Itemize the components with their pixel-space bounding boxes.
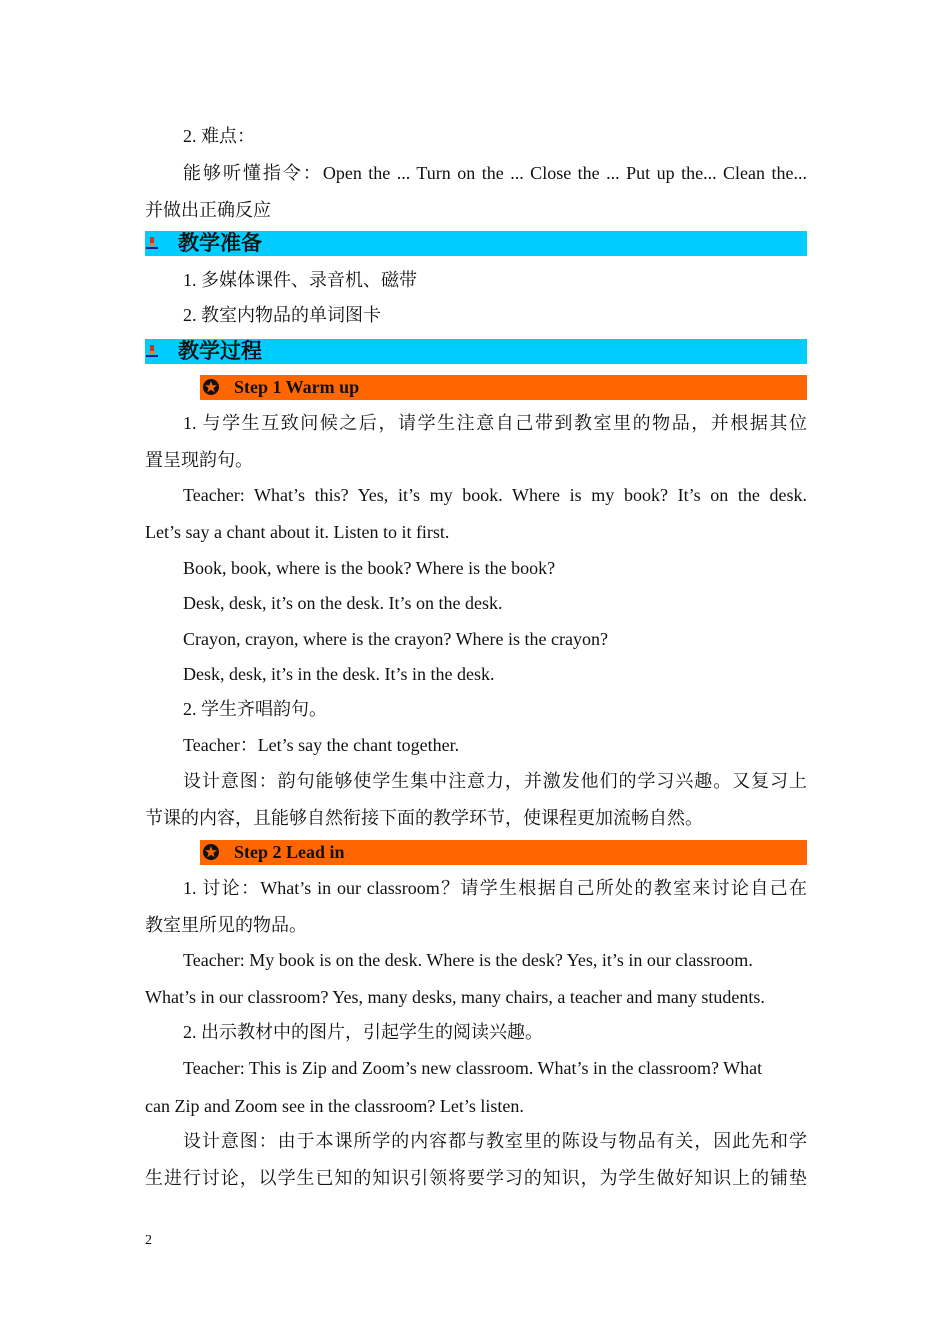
difficulty-heading: 2. 难点： [183,126,255,146]
section-title-preparation: 教学准备 [178,231,262,255]
section-bar-process [145,339,807,364]
prep-item-2: 2. 教室内物品的单词图卡 [183,305,381,325]
step1-design-line1: 设计意图：韵句能够使学生集中注意力，并激发他们的学习兴趣。又复习上 [183,771,807,791]
section-title-process: 教学过程 [178,339,262,363]
step2-item1-line1: 1. 讨论：What’s in our classroom？请学生根据自己所处的教室来讨论自己在 [183,878,807,898]
step-bar-lead-in [200,840,807,865]
step-bar-warm-up [200,375,807,400]
step2-item2: 2. 出示教材中的图片，引起学生的阅读兴趣。 [183,1022,543,1042]
step-label-warm-up: Step 1 Warm up [234,377,360,397]
step1-design-line2: 节课的内容，且能够自然衔接下面的教学环节，使课程更加流畅自然。 [145,808,703,828]
prep-item-1: 1. 多媒体课件、录音机、磁带 [183,270,417,290]
step1-teacher-line1: Teacher: What’s this? Yes, it’s my book. Where is my book? It’s on the desk. [183,485,807,505]
step1-item2: 2. 学生齐唱韵句。 [183,699,327,719]
step1-teacher-line2: Let’s say a chant about it. Listen to it first. [145,522,450,542]
down-arrow-bullet-icon [145,344,159,358]
step1-item1-line1: 1. 与学生互致问候之后，请学生注意自己带到教室里的物品，并根据其位 [183,413,807,433]
step2-design-line1: 设计意图：由于本课所学的内容都与教室里的陈设与物品有关，因此先和学 [183,1131,807,1151]
difficulty-text-line2: 并做出正确反应 [145,200,271,220]
step2-teacher2-line2: can Zip and Zoom see in the classroom? Let’s listen. [145,1096,524,1116]
step2-teacher2-line1: Teacher: This is Zip and Zoom’s new classroom. What’s in the classroom? What [183,1058,763,1078]
step1-item1-line2: 置呈现韵句。 [145,450,253,470]
section-bar-preparation [145,231,807,256]
step2-teacher-line1: Teacher: My book is on the desk. Where is the desk? Yes, it’s in our classroom. [183,950,753,970]
chant-line-3: Crayon, crayon, where is the crayon? Where is the crayon? [183,629,608,649]
down-arrow-bullet-icon [145,236,159,250]
chant-line-2: Desk, desk, it’s on the desk. It’s on the desk. [183,593,503,613]
difficulty-text-line1: 能够听懂指令：Open the ... Turn on the ... Close the ... Put up the... Clean the... [183,163,807,183]
step-label-lead-in: Step 2 Lead in [234,842,345,862]
page-number: 2 [145,1233,152,1248]
step2-item1-line2: 教室里所见的物品。 [145,915,307,935]
step1-teacher2: Teacher：Let’s say the chant together. [183,735,460,755]
star-circle-icon [202,843,220,861]
chant-line-1: Book, book, where is the book? Where is the book? [183,558,556,578]
step2-teacher-line2: What’s in our classroom? Yes, many desks, many chairs, a teacher and many students. [145,987,765,1007]
step2-design-line2: 生进行讨论，以学生已知的知识引领将要学习的知识，为学生做好知识上的铺垫 [145,1168,807,1188]
star-circle-icon [202,378,220,396]
chant-line-4: Desk, desk, it’s in the desk. It’s in the desk. [183,664,495,684]
